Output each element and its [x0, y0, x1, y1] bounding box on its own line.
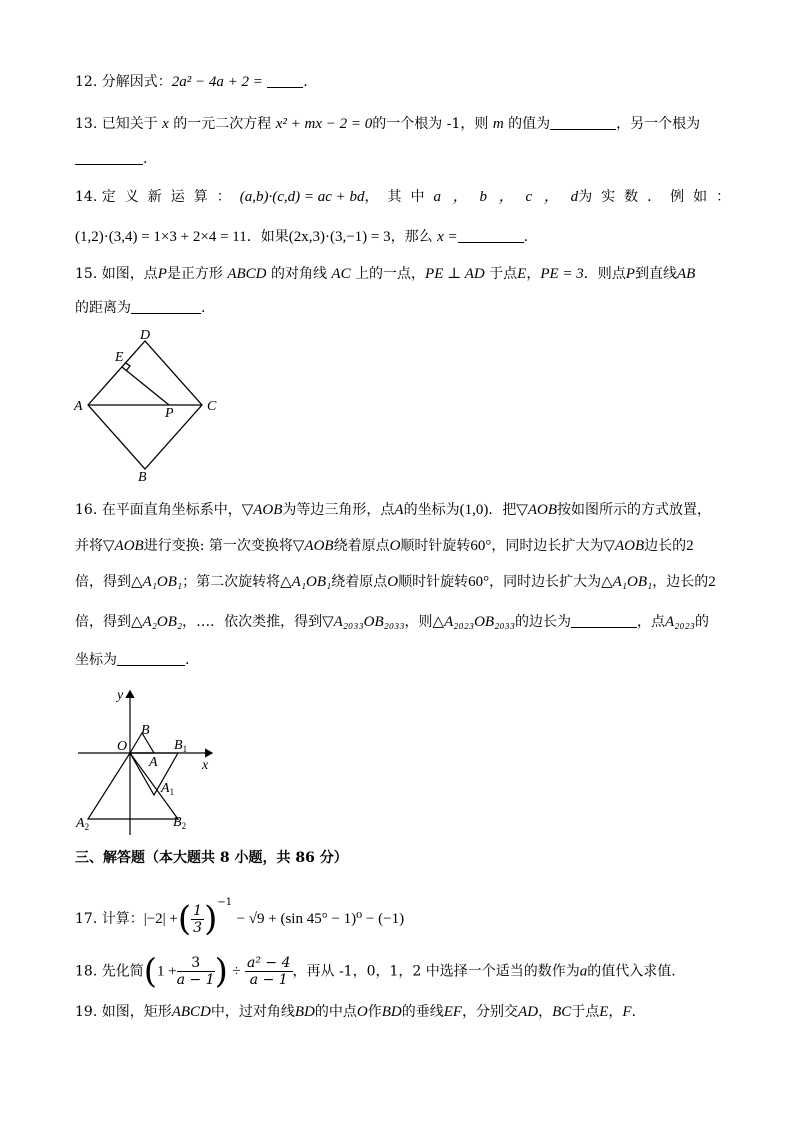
punctuation: .	[201, 300, 206, 316]
question-text: ，同时边长扩大为	[491, 538, 604, 554]
question-text: ，分别交	[462, 1004, 519, 1020]
math-vars: a ， b ， c ， d	[433, 189, 579, 205]
question-number: 12.	[75, 74, 98, 90]
question-text: 进行变换: 第一次变换将	[143, 538, 293, 554]
question-text: 的对角线	[270, 266, 327, 282]
question-text: 的坐标为	[403, 502, 460, 518]
question-text: 坐标为	[75, 652, 117, 668]
question-text: ，同时边长扩大为	[489, 574, 602, 590]
math-expression: 2a² − 4a + 2 =	[171, 74, 263, 90]
math-expression: △A₂₀₂₃OB₂₀₃₃	[432, 614, 515, 630]
label-p: P	[165, 406, 174, 421]
right-angle-mark	[126, 363, 130, 371]
label-o: O	[117, 739, 128, 754]
question-text: 是正方形	[166, 266, 223, 282]
section-heading: 三、解答题（本大题共 8 小题，共 86 分）	[75, 850, 348, 866]
math-var: AD	[518, 1004, 539, 1020]
math-expression: 60°	[468, 574, 490, 590]
label-b: B	[138, 470, 147, 485]
math-var: E	[599, 1004, 609, 1020]
math-var: BC	[552, 1004, 572, 1020]
question-13	[75, 114, 700, 134]
math-expression: A₂₀₂₃	[664, 614, 695, 630]
segment-pe	[122, 367, 169, 405]
question-16-line5	[75, 650, 189, 670]
question-number: 14.	[75, 189, 98, 205]
math-expression: |−2| +	[143, 911, 178, 927]
math-expression: ▽A₂₀₃₃OB₂₀₃₃	[322, 614, 405, 630]
answer-blank	[267, 73, 303, 88]
label-b: B	[141, 723, 150, 738]
question-text: ，其中	[364, 189, 434, 205]
exponent: −1	[217, 897, 233, 908]
punctuation: .	[303, 74, 308, 90]
punctuation: .	[185, 652, 190, 668]
answer-blank	[550, 115, 616, 130]
paren-close: )	[204, 899, 218, 939]
question-text: 在平面直角坐标系中，	[101, 502, 242, 518]
label-c: C	[207, 399, 217, 414]
math-expression: △A₁OB₁	[280, 574, 332, 590]
question-text: ，再从 -1，0，1，2 中选择一个适当的数作为	[292, 963, 580, 980]
question-18	[75, 951, 676, 992]
question-17	[75, 893, 405, 939]
coordinate-diagram	[72, 685, 232, 837]
math-var: EF	[443, 1004, 463, 1020]
math-expression: x =	[437, 229, 458, 245]
question-text: 如图，矩形	[101, 1004, 172, 1020]
label-x: x	[202, 758, 209, 773]
question-number: 19.	[75, 1004, 98, 1020]
math-var: P	[625, 266, 635, 282]
fraction: $\frac{\text{a² − 4}}{a - 1}$	[247, 955, 291, 988]
question-text: ，边长的	[652, 574, 709, 590]
math-var: E	[517, 266, 527, 282]
math-expression: (1,0)	[459, 502, 489, 518]
paren-open: (	[177, 899, 192, 939]
answer-blank	[131, 299, 201, 314]
question-text: 分解因式：	[101, 74, 172, 90]
math-expression: 1 +	[156, 963, 177, 980]
question-text: ；第二次旋转将	[182, 574, 281, 590]
math-var: A	[394, 502, 404, 518]
label-a: A	[74, 399, 83, 414]
answer-blank	[75, 150, 143, 165]
label-a2: $A_2$	[76, 816, 90, 832]
question-text: 的距离为	[75, 300, 131, 316]
question-16-line2	[75, 536, 694, 556]
question-14-cont	[75, 227, 528, 247]
question-15	[75, 264, 695, 284]
math-var: O	[389, 538, 401, 554]
question-16-line3	[75, 572, 716, 592]
question-text: 的值代入求值.	[587, 963, 676, 980]
question-text: 作	[367, 1004, 382, 1020]
question-text: 的值为	[508, 116, 551, 132]
math-operator: ÷	[232, 963, 241, 980]
question-text: 已知关于	[101, 116, 158, 132]
question-number: 13.	[75, 116, 98, 132]
math-expression: ▽AOB	[241, 502, 283, 518]
question-16-line4	[75, 612, 709, 632]
question-text: 计算：	[101, 911, 144, 927]
question-number: 18.	[75, 963, 98, 980]
math-expression: x² + mx − 2 = 0	[275, 116, 373, 132]
math-expression: 60°	[470, 538, 492, 554]
math-expression: (1,2)·(3,4) = 1×3 + 2×4 = 11	[75, 229, 247, 245]
question-text: ，则	[404, 614, 433, 630]
fraction: $\frac{3}{a - 1}$	[176, 955, 215, 988]
math-expression: ▽AOB	[516, 502, 558, 518]
math-expression: ▽AOB	[292, 538, 334, 554]
question-text: 倍，得到	[75, 614, 131, 630]
math-expression: △A₂OB₂	[131, 614, 183, 630]
question-text: 边长的	[644, 538, 687, 554]
math-expression: PE = 3	[540, 266, 584, 282]
math-expression: ▽AOB	[603, 538, 645, 554]
math-var: ABCD	[171, 1004, 211, 1020]
paren-open: (	[143, 951, 157, 992]
question-16	[75, 500, 711, 520]
question-number: 16.	[75, 502, 98, 518]
question-12	[75, 72, 308, 92]
math-var: BD	[381, 1004, 402, 1020]
question-text: 的垂线	[401, 1004, 444, 1020]
question-text: 到直线	[634, 266, 677, 282]
punctuation: .	[523, 229, 529, 245]
answer-blank	[571, 613, 637, 628]
question-13-cont	[75, 149, 147, 169]
math-expression: △A₁OB₁	[601, 574, 653, 590]
question-text: 先化简	[101, 963, 144, 980]
question-text: 于点	[489, 266, 518, 282]
question-text: ，…．依次类推，得到	[182, 614, 323, 630]
question-text: ，另一个根为	[616, 116, 701, 132]
question-text: 顺时针旋转	[398, 574, 469, 590]
question-text: 按如图所示的方式放置，	[557, 502, 712, 518]
math-var: BD	[294, 1004, 315, 1020]
question-text: 的一个根为 -1，则	[372, 116, 489, 132]
math-expression: ▽AOB	[103, 538, 144, 554]
question-text: 的中点	[314, 1004, 357, 1020]
question-text: 并将	[75, 538, 103, 554]
math-expression: (a,b)·(c,d) = ac + bd	[239, 189, 365, 205]
punctuation: ．	[631, 1004, 646, 1020]
label-d: D	[140, 328, 151, 343]
math-var: AB	[676, 266, 696, 282]
paren-close: )	[214, 951, 228, 992]
question-text: ，	[538, 1004, 553, 1020]
question-text: ，那么	[390, 229, 433, 245]
answer-blank	[458, 228, 524, 243]
math-var: x	[162, 116, 169, 132]
math-var: F	[622, 1004, 632, 1020]
math-expression: − √9 + (sin 45° − 1)⁰ − (−1)	[236, 911, 405, 927]
math-var: O	[387, 574, 399, 590]
question-text: 上的一点，	[355, 266, 426, 282]
question-text: 的边长为	[514, 614, 571, 630]
question-text: ，	[608, 1004, 623, 1020]
answer-blank	[117, 651, 185, 666]
label-b1: $B_1$	[174, 738, 188, 754]
question-text: ．如果	[246, 229, 289, 245]
math-number: 2	[686, 538, 694, 554]
question-number: 17.	[75, 911, 98, 927]
math-var: AC	[331, 266, 351, 282]
label-a1: $A_1$	[161, 781, 175, 797]
question-text: 定义新运算：	[101, 189, 240, 205]
label-b2: $B_2$	[173, 815, 187, 831]
question-text: ，点	[636, 614, 665, 630]
punctuation: .	[143, 151, 148, 167]
math-var: a	[579, 963, 588, 980]
math-expression: PE ⊥ AD	[425, 266, 485, 282]
question-text: 绕着原点	[333, 538, 390, 554]
question-text: 中，过对角线	[210, 1004, 295, 1020]
label-y: y	[117, 688, 124, 703]
question-text: 倍，得到	[75, 574, 131, 590]
question-text: ．则点	[583, 266, 626, 282]
math-var: O	[356, 1004, 368, 1020]
question-15-cont	[75, 298, 205, 318]
question-number: 15.	[75, 266, 98, 282]
fraction: $\frac{1}{3}$	[193, 902, 203, 936]
question-14	[75, 187, 739, 207]
question-text: ．把	[488, 502, 517, 518]
label-e: E	[115, 350, 124, 365]
question-19	[75, 1002, 646, 1022]
math-var: P	[157, 266, 167, 282]
question-text: ，	[526, 266, 541, 282]
math-var: ABCD	[227, 266, 267, 282]
square-diagram	[70, 325, 230, 485]
question-text: 为等边三角形，点	[282, 502, 395, 518]
math-number: 2	[708, 574, 716, 590]
question-text: 如图，点	[101, 266, 158, 282]
question-text: 顺时针旋转	[400, 538, 471, 554]
question-text: 的	[695, 614, 709, 630]
math-expression: △A₁OB₁	[131, 574, 183, 590]
question-text: 为实数．例如：	[578, 189, 740, 205]
question-text: 于点	[571, 1004, 600, 1020]
math-var: m	[492, 116, 504, 132]
math-expression: (2x,3)·(3,−1) = 3	[288, 229, 391, 245]
question-text: 绕着原点	[331, 574, 388, 590]
label-a: A	[149, 755, 158, 770]
question-text: 的一元二次方程	[173, 116, 272, 132]
